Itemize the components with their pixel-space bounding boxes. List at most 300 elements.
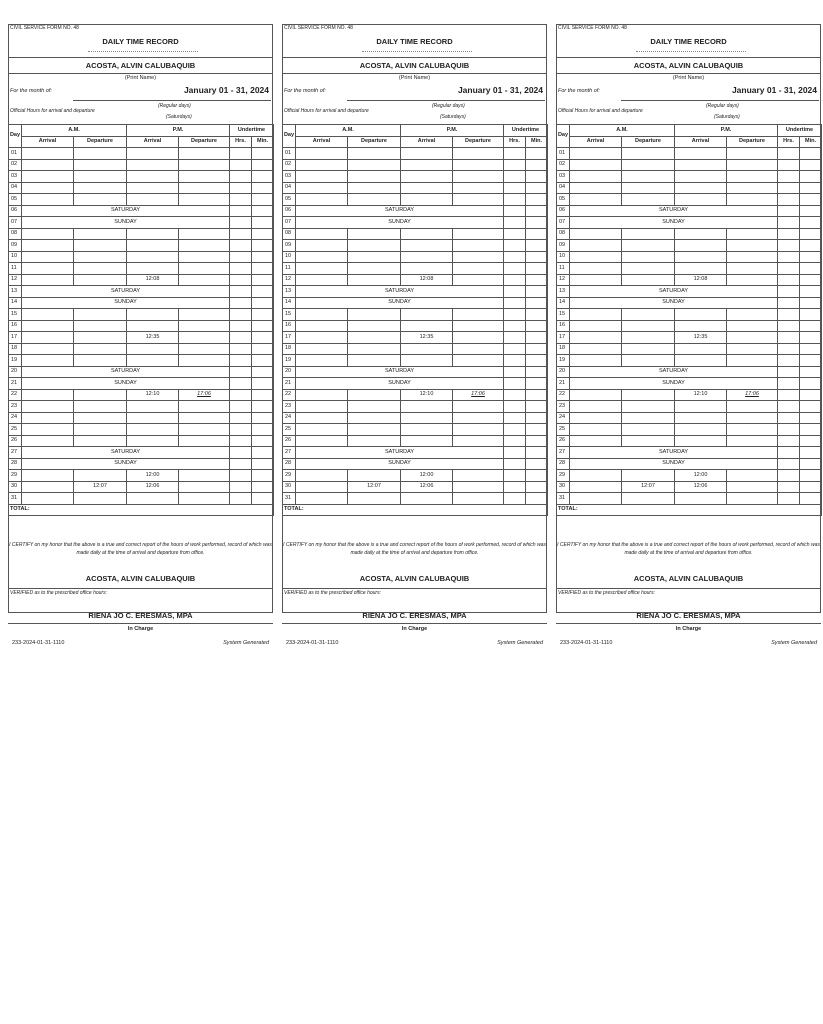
undertime-hrs-cell bbox=[778, 159, 800, 171]
pm-arrival-cell bbox=[127, 148, 179, 160]
pm-arrival-cell: 12:08 bbox=[127, 274, 179, 286]
am-departure-cell bbox=[74, 159, 127, 171]
undertime-min-cell bbox=[252, 424, 274, 436]
pm-departure-cell bbox=[727, 401, 778, 413]
day-row bbox=[557, 343, 822, 355]
am-arrival-cell bbox=[570, 470, 622, 482]
day-number: 14 bbox=[283, 297, 296, 309]
undertime-min-cell bbox=[526, 470, 548, 482]
pm-arrival-cell bbox=[401, 251, 453, 263]
month-underline bbox=[347, 100, 545, 101]
undertime-hrs-cell bbox=[230, 171, 252, 183]
day-number: 18 bbox=[9, 343, 22, 355]
day-row bbox=[9, 435, 274, 447]
pm-departure-cell bbox=[727, 412, 778, 424]
undertime-min-cell bbox=[800, 493, 822, 505]
undertime-min-cell bbox=[526, 217, 548, 229]
undertime-hrs-cell bbox=[504, 389, 526, 401]
undertime-hrs-cell bbox=[778, 355, 800, 367]
am-arrival-cell bbox=[22, 228, 74, 240]
am-departure-cell bbox=[622, 263, 675, 275]
am-arrival-cell bbox=[22, 240, 74, 252]
am-arrival-cell bbox=[296, 435, 348, 447]
undertime-min-cell bbox=[800, 217, 822, 229]
pm-arrival-cell: 12:00 bbox=[127, 470, 179, 482]
undertime-min-cell bbox=[526, 401, 548, 413]
in-charge-label: In Charge bbox=[127, 626, 154, 632]
header-pm-arrival: Arrival bbox=[401, 136, 453, 148]
pm-arrival-cell bbox=[127, 182, 179, 194]
weekend-label: SUNDAY bbox=[296, 378, 504, 390]
am-departure-cell bbox=[622, 159, 675, 171]
pm-departure-cell bbox=[727, 263, 778, 275]
am-arrival-cell bbox=[22, 401, 74, 413]
undertime-hrs-cell bbox=[778, 366, 800, 378]
undertime-hrs-cell bbox=[504, 343, 526, 355]
dtr-form-copy-3 bbox=[556, 24, 821, 646]
day-row bbox=[283, 389, 548, 401]
undertime-min-cell bbox=[252, 470, 274, 482]
verified-text: VERIFIED as to the prescribed office hours: bbox=[558, 590, 655, 596]
am-departure-cell bbox=[74, 309, 127, 321]
undertime-min-cell bbox=[526, 194, 548, 206]
day-number: 16 bbox=[283, 320, 296, 332]
in-charge-label: In Charge bbox=[401, 626, 428, 632]
pm-arrival-cell bbox=[675, 228, 727, 240]
day-row bbox=[9, 159, 274, 171]
undertime-min-cell bbox=[800, 228, 822, 240]
am-arrival-cell bbox=[296, 148, 348, 160]
am-arrival-cell bbox=[296, 274, 348, 286]
day-number: 16 bbox=[9, 320, 22, 332]
day-number: 13 bbox=[9, 286, 22, 298]
undertime-hrs-cell bbox=[504, 378, 526, 390]
day-number: 09 bbox=[283, 240, 296, 252]
day-row bbox=[557, 481, 822, 493]
undertime-hrs-cell bbox=[230, 286, 252, 298]
am-arrival-cell bbox=[296, 343, 348, 355]
pm-departure-cell bbox=[453, 251, 504, 263]
am-departure-cell bbox=[622, 320, 675, 332]
day-row bbox=[283, 194, 548, 206]
undertime-min-cell bbox=[800, 194, 822, 206]
pm-departure-cell bbox=[179, 240, 230, 252]
undertime-hrs-cell bbox=[230, 355, 252, 367]
am-arrival-cell bbox=[296, 182, 348, 194]
day-row bbox=[557, 366, 822, 378]
pm-arrival-cell: 12:08 bbox=[675, 274, 727, 286]
pm-arrival-cell bbox=[401, 424, 453, 436]
day-row bbox=[9, 148, 274, 160]
am-departure-cell bbox=[348, 148, 401, 160]
am-departure-cell bbox=[622, 182, 675, 194]
pm-arrival-cell: 12:35 bbox=[127, 332, 179, 344]
undertime-min-cell bbox=[252, 171, 274, 183]
header-undertime: Undertime bbox=[230, 125, 274, 137]
day-number: 06 bbox=[9, 205, 22, 217]
undertime-hrs-cell bbox=[230, 332, 252, 344]
undertime-min-cell bbox=[800, 332, 822, 344]
pm-departure-cell bbox=[453, 435, 504, 447]
undertime-min-cell bbox=[252, 320, 274, 332]
am-departure-cell bbox=[74, 470, 127, 482]
pm-departure-cell bbox=[453, 171, 504, 183]
undertime-min-cell bbox=[800, 171, 822, 183]
weekend-label: SUNDAY bbox=[22, 458, 230, 470]
undertime-hrs-cell bbox=[504, 286, 526, 298]
am-arrival-cell bbox=[22, 274, 74, 286]
undertime-hrs-cell bbox=[230, 251, 252, 263]
pm-departure-cell bbox=[453, 355, 504, 367]
pm-departure-cell bbox=[727, 309, 778, 321]
day-number: 25 bbox=[283, 424, 296, 436]
total-label: TOTAL: bbox=[283, 504, 548, 516]
day-number: 03 bbox=[9, 171, 22, 183]
pm-arrival-cell bbox=[401, 435, 453, 447]
pm-arrival-cell: 12:35 bbox=[401, 332, 453, 344]
am-arrival-cell bbox=[570, 171, 622, 183]
am-departure-cell bbox=[622, 470, 675, 482]
am-departure-cell bbox=[74, 401, 127, 413]
total-row bbox=[557, 504, 822, 516]
day-row bbox=[557, 159, 822, 171]
day-row bbox=[283, 470, 548, 482]
day-number: 22 bbox=[283, 389, 296, 401]
pm-departure-cell bbox=[179, 309, 230, 321]
undertime-min-cell bbox=[252, 297, 274, 309]
employee-name: ACOSTA, ALVIN CALUBAQUIB bbox=[633, 61, 744, 70]
day-number: 04 bbox=[9, 182, 22, 194]
certification-text: I CERTIFY on my honor that the above is a true and correct report of the hours of work performed, record of which was made daily at the time of arrival and departure from office. bbox=[283, 542, 546, 556]
day-row bbox=[283, 274, 548, 286]
header-undertime: Undertime bbox=[778, 125, 822, 137]
am-arrival-cell bbox=[296, 470, 348, 482]
pm-departure-cell bbox=[179, 274, 230, 286]
weekend-label: SUNDAY bbox=[22, 378, 230, 390]
pm-arrival-cell bbox=[401, 182, 453, 194]
reference-code: 233-2024-01-31-1110 bbox=[560, 640, 613, 646]
day-row bbox=[557, 447, 822, 459]
header-am-arrival: Arrival bbox=[22, 136, 74, 148]
undertime-hrs-cell bbox=[230, 458, 252, 470]
undertime-hrs-cell bbox=[778, 274, 800, 286]
pm-departure-cell bbox=[179, 493, 230, 505]
am-arrival-cell bbox=[296, 320, 348, 332]
undertime-hrs-cell bbox=[504, 366, 526, 378]
undertime-min-cell bbox=[252, 274, 274, 286]
pm-arrival-cell: 12:06 bbox=[401, 481, 453, 493]
day-number: 21 bbox=[9, 378, 22, 390]
weekend-label: SATURDAY bbox=[570, 366, 778, 378]
month-label: For the month of: bbox=[284, 88, 326, 94]
day-number: 26 bbox=[9, 435, 22, 447]
day-number: 23 bbox=[9, 401, 22, 413]
am-arrival-cell bbox=[296, 240, 348, 252]
pm-departure-cell bbox=[179, 424, 230, 436]
form-title: DAILY TIME RECORD bbox=[102, 37, 179, 46]
undertime-hrs-cell bbox=[230, 297, 252, 309]
day-number: 02 bbox=[9, 159, 22, 171]
undertime-hrs-cell bbox=[778, 412, 800, 424]
day-row bbox=[9, 263, 274, 275]
regular-days-label: (Regular days) bbox=[158, 103, 191, 109]
am-arrival-cell bbox=[22, 148, 74, 160]
divider bbox=[556, 57, 821, 58]
undertime-hrs-cell bbox=[230, 263, 252, 275]
undertime-hrs-cell bbox=[230, 228, 252, 240]
undertime-hrs-cell bbox=[230, 424, 252, 436]
undertime-hrs-cell bbox=[778, 493, 800, 505]
pm-arrival-cell: 12:10 bbox=[675, 389, 727, 401]
pm-arrival-cell: 12:00 bbox=[675, 470, 727, 482]
undertime-hrs-cell bbox=[778, 435, 800, 447]
time-record-table bbox=[282, 124, 548, 516]
undertime-min-cell bbox=[252, 343, 274, 355]
day-number: 22 bbox=[9, 389, 22, 401]
print-name-label: (Print Name) bbox=[398, 75, 431, 81]
undertime-min-cell bbox=[252, 194, 274, 206]
day-number: 29 bbox=[9, 470, 22, 482]
undertime-min-cell bbox=[526, 343, 548, 355]
regular-days-label: (Regular days) bbox=[706, 103, 739, 109]
day-row bbox=[9, 355, 274, 367]
undertime-min-cell bbox=[526, 412, 548, 424]
day-row bbox=[557, 274, 822, 286]
day-row bbox=[557, 251, 822, 263]
undertime-hrs-cell bbox=[504, 309, 526, 321]
header-am: A.M. bbox=[296, 125, 401, 137]
day-number: 28 bbox=[557, 458, 570, 470]
pm-departure-cell bbox=[727, 332, 778, 344]
am-arrival-cell bbox=[296, 401, 348, 413]
day-row bbox=[9, 458, 274, 470]
undertime-min-cell bbox=[800, 470, 822, 482]
am-departure-cell bbox=[348, 332, 401, 344]
pm-departure-cell bbox=[179, 470, 230, 482]
pm-arrival-cell bbox=[675, 182, 727, 194]
day-row bbox=[9, 389, 274, 401]
day-number: 19 bbox=[9, 355, 22, 367]
undertime-min-cell bbox=[252, 251, 274, 263]
pm-arrival-cell bbox=[127, 435, 179, 447]
undertime-hrs-cell bbox=[504, 481, 526, 493]
undertime-hrs-cell bbox=[778, 424, 800, 436]
undertime-min-cell bbox=[526, 297, 548, 309]
undertime-min-cell bbox=[252, 401, 274, 413]
pm-departure-cell bbox=[453, 424, 504, 436]
day-row bbox=[557, 355, 822, 367]
undertime-min-cell bbox=[800, 401, 822, 413]
day-row bbox=[283, 458, 548, 470]
day-row bbox=[557, 435, 822, 447]
am-arrival-cell bbox=[22, 389, 74, 401]
undertime-min-cell bbox=[526, 320, 548, 332]
am-arrival-cell bbox=[22, 171, 74, 183]
undertime-min-cell bbox=[252, 240, 274, 252]
am-arrival-cell bbox=[570, 194, 622, 206]
am-departure-cell bbox=[74, 412, 127, 424]
day-row bbox=[283, 320, 548, 332]
day-row bbox=[283, 240, 548, 252]
time-record-table bbox=[8, 124, 274, 516]
day-row bbox=[9, 171, 274, 183]
undertime-min-cell bbox=[252, 355, 274, 367]
am-arrival-cell bbox=[22, 355, 74, 367]
day-number: 11 bbox=[557, 263, 570, 275]
am-departure-cell bbox=[74, 355, 127, 367]
day-row bbox=[557, 171, 822, 183]
undertime-min-cell bbox=[800, 389, 822, 401]
day-number: 05 bbox=[9, 194, 22, 206]
undertime-hrs-cell bbox=[778, 205, 800, 217]
day-number: 24 bbox=[283, 412, 296, 424]
undertime-hrs-cell bbox=[230, 493, 252, 505]
am-departure-cell bbox=[348, 493, 401, 505]
dtr-form-copy-1 bbox=[8, 24, 273, 646]
undertime-hrs-cell bbox=[230, 366, 252, 378]
am-departure-cell bbox=[348, 424, 401, 436]
undertime-min-cell bbox=[252, 447, 274, 459]
pm-arrival-cell bbox=[675, 194, 727, 206]
am-arrival-cell bbox=[570, 355, 622, 367]
pm-arrival-cell bbox=[401, 412, 453, 424]
pm-arrival-cell bbox=[401, 309, 453, 321]
undertime-hrs-cell bbox=[230, 343, 252, 355]
undertime-hrs-cell bbox=[230, 435, 252, 447]
saturdays-label: (Saturdays) bbox=[714, 114, 740, 120]
undertime-min-cell bbox=[526, 251, 548, 263]
undertime-min-cell bbox=[252, 228, 274, 240]
am-departure-cell bbox=[622, 148, 675, 160]
pm-departure-cell bbox=[179, 228, 230, 240]
am-departure-cell bbox=[622, 412, 675, 424]
pm-departure-cell bbox=[453, 240, 504, 252]
am-arrival-cell bbox=[296, 228, 348, 240]
pm-arrival-cell bbox=[675, 263, 727, 275]
pm-arrival-cell bbox=[127, 240, 179, 252]
day-number: 15 bbox=[9, 309, 22, 321]
undertime-hrs-cell bbox=[230, 389, 252, 401]
certification-text: I CERTIFY on my honor that the above is a true and correct report of the hours of work performed, record of which was made daily at the time of arrival and departure from office. bbox=[557, 542, 820, 556]
am-arrival-cell bbox=[22, 493, 74, 505]
undertime-hrs-cell bbox=[778, 458, 800, 470]
am-arrival-cell bbox=[570, 159, 622, 171]
pm-departure-cell bbox=[727, 481, 778, 493]
title-dotted-line bbox=[362, 51, 472, 52]
header-min: Min. bbox=[526, 136, 548, 148]
header-am-arrival: Arrival bbox=[296, 136, 348, 148]
undertime-min-cell bbox=[800, 343, 822, 355]
pm-departure-value: 17:06 bbox=[745, 391, 759, 397]
day-row bbox=[283, 481, 548, 493]
pm-departure-cell bbox=[453, 493, 504, 505]
undertime-min-cell bbox=[526, 182, 548, 194]
day-row bbox=[557, 424, 822, 436]
pm-arrival-cell bbox=[401, 263, 453, 275]
saturdays-label: (Saturdays) bbox=[166, 114, 192, 120]
divider bbox=[282, 73, 547, 74]
undertime-min-cell bbox=[252, 205, 274, 217]
undertime-min-cell bbox=[252, 412, 274, 424]
am-departure-cell bbox=[348, 251, 401, 263]
am-departure-cell bbox=[622, 332, 675, 344]
undertime-hrs-cell bbox=[778, 251, 800, 263]
day-row bbox=[283, 435, 548, 447]
am-departure-cell: 12:07 bbox=[622, 481, 675, 493]
undertime-hrs-cell bbox=[778, 401, 800, 413]
undertime-hrs-cell bbox=[230, 309, 252, 321]
weekend-label: SATURDAY bbox=[22, 366, 230, 378]
day-number: 29 bbox=[283, 470, 296, 482]
undertime-min-cell bbox=[252, 263, 274, 275]
pm-departure-cell bbox=[453, 320, 504, 332]
day-row bbox=[283, 378, 548, 390]
undertime-hrs-cell bbox=[504, 297, 526, 309]
am-departure-cell bbox=[622, 389, 675, 401]
day-rows bbox=[557, 148, 822, 516]
undertime-hrs-cell bbox=[778, 309, 800, 321]
pm-arrival-cell bbox=[401, 320, 453, 332]
undertime-min-cell bbox=[526, 159, 548, 171]
am-departure-cell bbox=[348, 274, 401, 286]
undertime-hrs-cell bbox=[778, 182, 800, 194]
header-undertime: Undertime bbox=[504, 125, 548, 137]
am-departure-cell bbox=[74, 274, 127, 286]
undertime-hrs-cell bbox=[778, 447, 800, 459]
total-label: TOTAL: bbox=[9, 504, 274, 516]
print-name-label: (Print Name) bbox=[124, 75, 157, 81]
weekend-label: SATURDAY bbox=[570, 447, 778, 459]
day-row bbox=[283, 447, 548, 459]
am-arrival-cell bbox=[570, 481, 622, 493]
am-arrival-cell bbox=[296, 251, 348, 263]
day-number: 30 bbox=[283, 481, 296, 493]
undertime-hrs-cell bbox=[230, 481, 252, 493]
undertime-hrs-cell bbox=[778, 194, 800, 206]
day-row bbox=[283, 366, 548, 378]
undertime-min-cell bbox=[800, 297, 822, 309]
day-number: 02 bbox=[557, 159, 570, 171]
am-departure-cell bbox=[74, 240, 127, 252]
am-arrival-cell bbox=[296, 309, 348, 321]
day-row bbox=[283, 286, 548, 298]
saturdays-label: (Saturdays) bbox=[440, 114, 466, 120]
undertime-min-cell bbox=[800, 435, 822, 447]
am-departure-cell bbox=[348, 470, 401, 482]
am-arrival-cell bbox=[22, 470, 74, 482]
pm-departure-cell bbox=[727, 320, 778, 332]
pm-arrival-cell bbox=[675, 171, 727, 183]
am-departure-cell bbox=[622, 435, 675, 447]
undertime-hrs-cell bbox=[778, 470, 800, 482]
undertime-min-cell bbox=[252, 217, 274, 229]
divider bbox=[8, 588, 273, 589]
header-pm-arrival: Arrival bbox=[675, 136, 727, 148]
form-number: CIVIL SERVICE FORM NO. 48 bbox=[10, 25, 79, 31]
pm-departure-cell bbox=[727, 355, 778, 367]
pm-departure-cell bbox=[453, 159, 504, 171]
day-row bbox=[9, 401, 274, 413]
undertime-hrs-cell bbox=[504, 194, 526, 206]
day-row bbox=[9, 309, 274, 321]
pm-arrival-cell bbox=[127, 263, 179, 275]
pm-departure-cell bbox=[179, 389, 230, 401]
reference-code: 233-2024-01-31-1110 bbox=[286, 640, 339, 646]
pm-arrival-cell bbox=[401, 240, 453, 252]
undertime-min-cell bbox=[800, 447, 822, 459]
official-hours-label: Official Hours for arrival and departure bbox=[284, 108, 369, 114]
undertime-hrs-cell bbox=[504, 251, 526, 263]
